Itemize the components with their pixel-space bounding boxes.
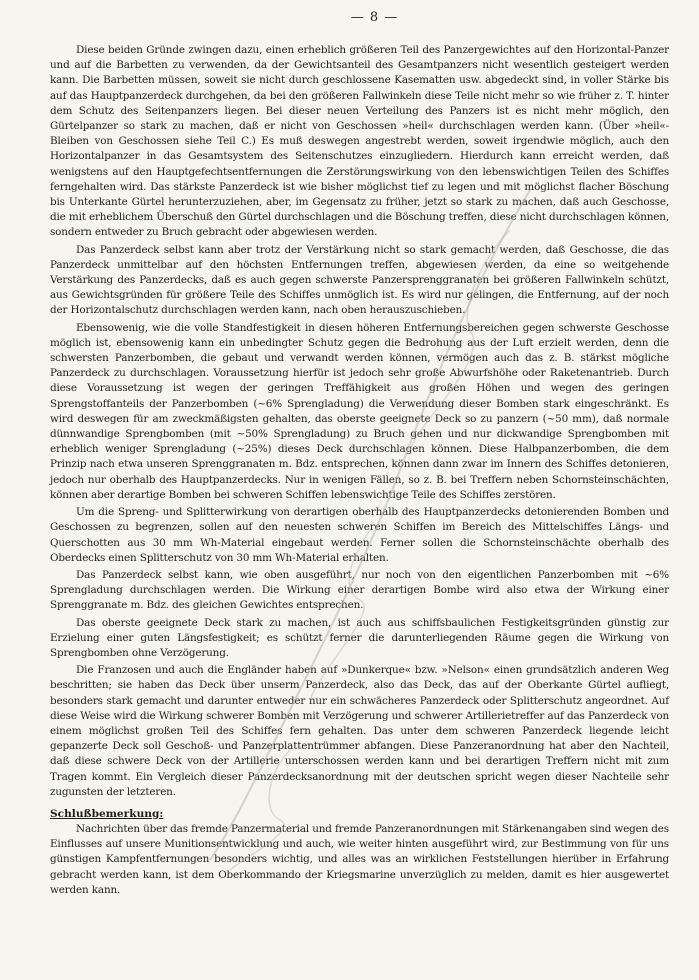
closing-paragraph: Nachrichten über das fremde Panzermaterial und fremde Panzeranordnungen mit Stärkenangaben sind wegen des Einflusses auf unsere Munitionsentwicklung und auch, wie weiter hinten ausgeführt wird, zur Bestimmung von für uns günstigen Kampfentfernungen besonders wichtig, und alles was an wirklichen Feststellungen hierüber in Erfahrung gebracht werden kann, ist dem Oberkommando der Kriegsmarine unverzüglich zu melden, damit es hier ausgewertet werden kann. (50, 822, 669, 896)
paragraph-4: Um die Spreng- und Splitterwirkung von derartigen oberhalb des Hauptpanzerdecks detonierenden Bomben und Geschossen zu begrenzen, sollen auf den neuesten schweren Schiffen im Bereich des Mittelschiffes Längs- und Querschotten aus 30 mm Wh-Material eingebaut werden. Ferner sollen die Schornsteinschächte oberhalb des Oberdecks einen Splitterschutz von 30 mm Wh-Material erhalten. (50, 506, 669, 564)
paragraph-3: Ebensowenig, wie die volle Standfestigkeit in diesen höheren Entfernungsbereichen gegen schwerste Geschosse möglich ist, ebensowenig kann ein unbedingter Schutz gegen die Bedrohung aus der Luft erzielt werden, denn die schwersten Panzerbomben, die gebaut und verwandt werden können, vermögen auch das z. B. stärkst mögliche Panzerdeck zu durchschlagen. Voraussetzung hierfür ist jedoch sehr große Abwurfshöhe oder Raketenantrieb. Durch diese Voraussetzung ist wegen der geringen Treffähigkeit aus großen Höhen und wegen des geringen Sprengstoffanteils der Panzerbomben (~6% Sprengladung) die Verwendung dieser Bomben stark eingeschränkt. Es wird deswegen für am zweckmäßigsten gehalten, das oberste geeignete Deck so zu panzern (~50 mm), daß normale dünnwandige Sprengbomben (mit ~50% Sprengladung) zu Bruch gehen und nur dickwandige Sprengbomben mit erheblich weniger Sprengladung (~25%) dieses Deck durchschlagen können. Diese Halbpanzerbomben, die dem Prinzip nach etwa unseren Sprenggranaten m. Bdz. entsprechen, können dann zwar im Innern des Schiffes detonieren, jedoch nur oberhalb des Hauptpanzerdecks. Nur in wenigen Fällen, so z. B. bei Treffern neben Schornsteinschächten, können aber derartige Bomben bei schweren Schiffen lebenswichtige Teile des Schiffes zerstören. (50, 321, 669, 501)
page-number: — 8 — (350, 10, 399, 25)
paragraph-2: Das Panzerdeck selbst kann aber trotz der Verstärkung nicht so stark gemacht werden, daß Geschosse, die das Panzerdeck unmittelbar auf den höchsten Entfernungen treffen, abgewiesen werden, da eine so weitgehende Verstärkung des Panzerdecks, daß es auch gegen schwerste Panzersprenggranaten bei größeren Fallwinkeln schützt, aus Gewichtsgründen für größere Teile des Schiffes unmöglich ist. Es wird nur gelingen, die Entfernung, auf der noch der Horizontalschutz durchschlagen werden kann, nach oben herauszuschieben. (50, 243, 669, 317)
paragraph-5: Das Panzerdeck selbst kann, wie oben ausgeführt, nur noch von den eigentlichen Panzerbomben mit ~6% Sprengladung durchschlagen werden. Die Wirkung einer derartigen Bombe wird also etwa der Wirkung einer Sprenggranate m. Bdz. des gleichen Gewichtes entsprechen. (50, 568, 669, 612)
closing-heading: Schlußbemerkung: (50, 807, 164, 820)
paragraph-1: Diese beiden Gründe zwingen dazu, einen erheblich größeren Teil des Panzergewichtes auf den Horizontal-Panzer und auf die Barbetten zu verwenden, da der Gewichtsanteil des Gesamtpanzers nicht wesentlich gesteigert werden kann. Die Barbetten müssen, soweit sie nicht durch geschlossene Kasematten usw. abgedeckt sind, in voller Stärke bis auf das Hauptpanzerdeck durchgehen, da bei den größeren Fallwinkeln diese Teile nicht mehr so wie früher z. T. hinter dem Schutz des Seitenpanzers liegen. Bei dieser neuen Verteilung des Panzers ist es nicht mehr möglich, den Gürtelpanzer so stark zu machen, daß er nicht von Geschossen »heil« durchschlagen werden kann. (Über »heil«-Bleiben von Geschossen siehe Teil C.) Es muß deswegen angestrebt werden, soweit irgendwie möglich, auch den Horizontalpanzer in das Gesamtsystem des Seitenschutzes einzugliedern. Hierdurch kann erreicht werden, daß wenigstens auf den Hauptgefechtsentfernungen die Zerstörungswirkung von den lebenswichtigen Teilen des Schiffes ferngehalten wird. Das stärkste Panzerdeck ist wie bisher möglichst tief zu legen und mit möglichst flacher Böschung bis Unterkante Gürtel herunterzuziehen, aber, im Gegensatz zu früher, jetzt so stark zu machen, daß auch Geschosse, die mit erheblichem Überschuß den Gürtel durchschlagen und die Böschung treffen, diese nicht durchschlagen können, sondern entweder zu Bruch gebracht oder abgewiesen werden. (50, 44, 669, 239)
paragraph-7: Die Franzosen und auch die Engländer haben auf »Dunkerque« bzw. »Nelson« einen grundsätzlich anderen Weg beschritten; sie haben das Deck über unserm Panzerdeck, also das Deck, das auf der Oberkante Gürtel aufliegt, besonders stark gemacht und darunter entweder nur ein schwächeres Panzerdeck oder Splitterschutz angeordnet. Auf diese Weise wird die Wirkung schwerer Bomben mit Verzögerung und schwerer Artillerietreffer auf das Panzerdeck von einem möglichst großen Teil des Schiffes fern gehalten. Das unter dem schweren Panzerdeck liegende leicht gepanzerte Deck soll Geschoß- und Panzerplattentrümmer abfangen. Diese Panzeranordnung hat aber den Nachteil, daß diese schwere Deck von der Artillerie unterschossen werden kann und bei derartigen Treffern nicht mit zum Tragen kommt. Ein Vergleich dieser Panzerdecksanordnung mit der deutschen spricht wegen dieser Nachteile sehr zugunsten der letzteren. (50, 664, 669, 798)
paragraph-6: Das oberste geeignete Deck stark zu machen, ist auch aus schiffsbaulichen Festigkeitsgründen günstig zur Erzielung einer guten Längsfestigkeit; es schützt ferner die darunterliegenden Räume gegen die Wirkung von Sprengbomben ohne Verzögerung. (50, 616, 669, 659)
